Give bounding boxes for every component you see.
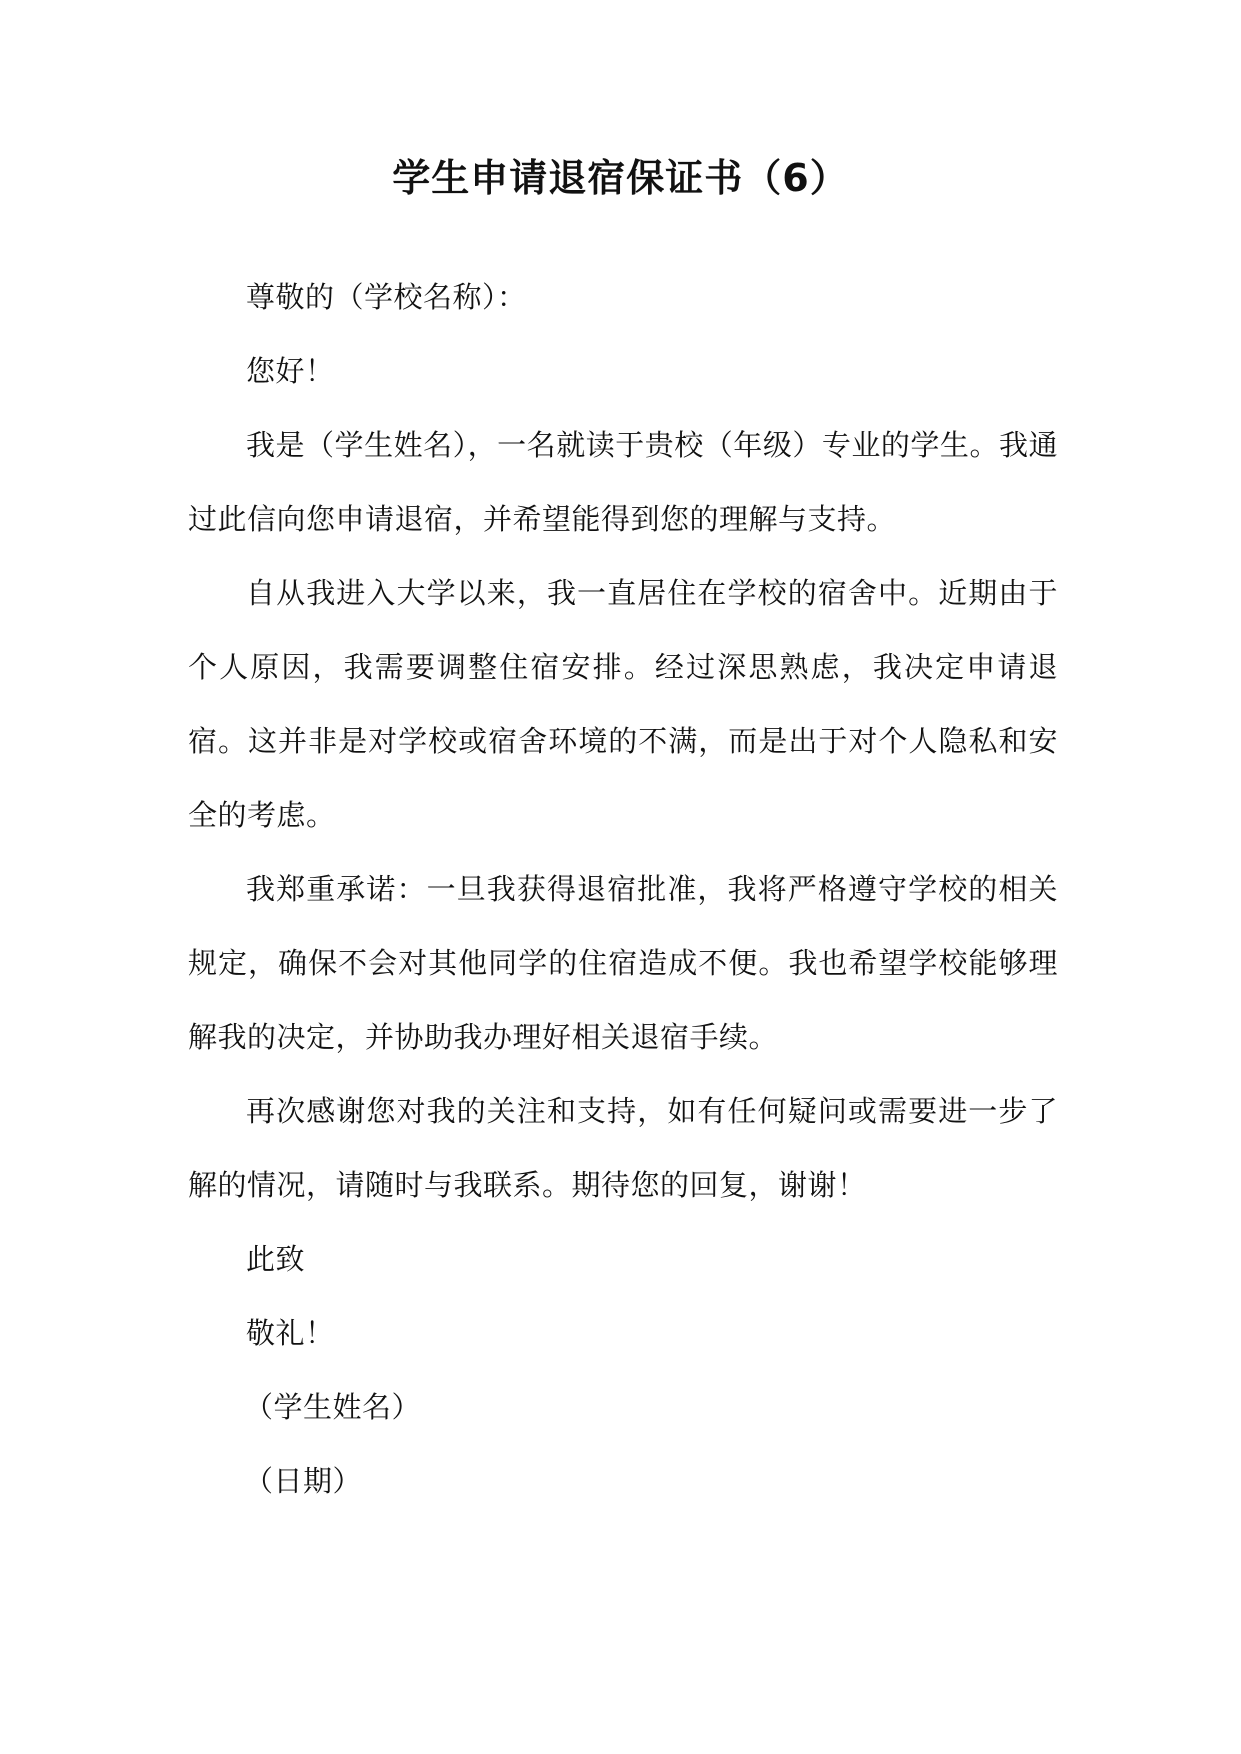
paragraph-promise: 我郑重承诺：一旦我获得退宿批准，我将严格遵守学校的相关规定，确保不会对其他同学的住宿造成不便。我也希望学校能够理解我的决定，并协助我办理好相关退宿手续。	[188, 872, 1058, 1054]
salutation: 尊敬的（学校名称）：	[246, 280, 527, 314]
signature-name: （学生姓名）	[244, 1390, 422, 1424]
greeting: 您好！	[246, 354, 335, 388]
paragraph-reason: 自从我进入大学以来，我一直居住在学校的宿舍中。近期由于个人原因，我需要调整住宿安排。经过深思熟虑，我决定申请退宿。这并非是对学校或宿舍环境的不满，而是出于对个人隐私和安全的考虑。	[188, 576, 1058, 832]
closing-line-2: 敬礼！	[246, 1316, 335, 1350]
closing-line-1: 此致	[246, 1242, 306, 1276]
document-body	[188, 260, 1058, 1518]
paragraph-thanks: 再次感谢您对我的关注和支持，如有任何疑问或需要进一步了解的情况，请随时与我联系。期待您的回复，谢谢！	[188, 1094, 1058, 1202]
document-title: 学生申请退宿保证书（6）	[392, 156, 849, 200]
signature-date: （日期）	[244, 1464, 363, 1498]
paragraph-intro: 我是（学生姓名），一名就读于贵校（年级）专业的学生。我通过此信向您申请退宿，并希望能得到您的理解与支持。	[188, 428, 1058, 536]
